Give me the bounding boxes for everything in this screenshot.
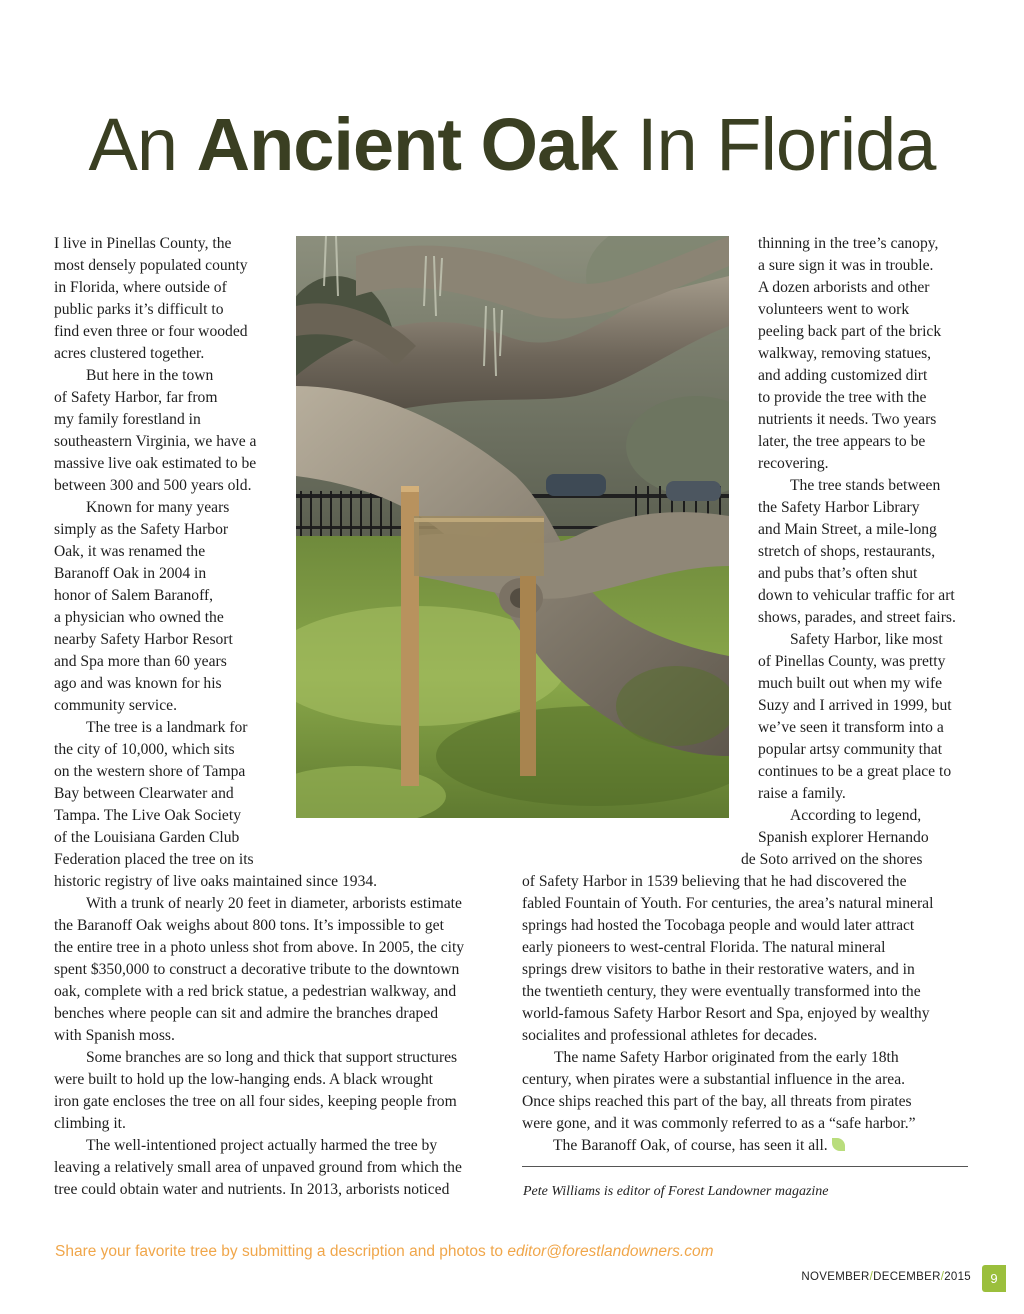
text-line: honor of Salem Baranoff, (54, 587, 214, 604)
text-line: nearby Safety Harbor Resort (54, 631, 233, 648)
issue-separator: / (940, 1271, 945, 1283)
issue-date (801, 1271, 971, 1283)
text-line: Safety Harbor, like most (790, 631, 943, 648)
issue-month-2: DECEMBER (873, 1271, 941, 1283)
article-title (0, 100, 1024, 190)
text-line: leaving a relatively small area of unpaved ground from which the (54, 1159, 462, 1176)
text-line: oak, complete with a red brick statue, a pedestrian walkway, and (54, 983, 457, 1000)
title-pre: An (88, 103, 197, 186)
text-line: southeastern Virginia, we have a (54, 433, 257, 450)
closing-line: The Baranoff Oak, of course, has seen it all. (553, 1137, 828, 1154)
right-column-wrap-line (741, 849, 922, 871)
text-line: But here in the town (86, 367, 214, 384)
text-line: with Spanish moss. (54, 1027, 175, 1044)
oak-tree-photo (296, 236, 729, 818)
text-line: Spanish explorer Hernando (758, 829, 929, 846)
text-line: Known for many years (86, 499, 230, 516)
text-line: popular artsy community that (758, 741, 943, 758)
text-line: the city of 10,000, which sits (54, 741, 235, 758)
right-column-bottom (522, 871, 933, 1135)
text-line: of Pinellas County, was pretty (758, 653, 946, 670)
text-line: later, the tree appears to be (758, 433, 926, 450)
text-line: the Safety Harbor Library (758, 499, 920, 516)
text-line: walkway, removing statues, (758, 345, 932, 362)
text-line: early pioneers to west-central Florida. The natural mineral (522, 939, 886, 956)
text-line: A dozen arborists and other (758, 279, 930, 296)
text-line: Some branches are so long and thick that support structures (86, 1049, 458, 1066)
text-line: and Main Street, a mile-long (758, 521, 937, 538)
text-line: Bay between Clearwater and (54, 785, 234, 802)
text-line: Suzy and I arrived in 1999, but (758, 697, 952, 714)
text-line: Baranoff Oak in 2004 in (54, 565, 207, 582)
text-line: on the western shore of Tampa (54, 763, 246, 780)
closing-line-block (522, 1135, 845, 1157)
text-line: socialites and professional athletes for decades. (522, 1027, 818, 1044)
text-line: volunteers went to work (758, 301, 910, 318)
text-line: my family forestland in (54, 411, 201, 428)
page-number: 9 (982, 1265, 1006, 1292)
text-line: community service. (54, 697, 177, 714)
text-line: the entire tree in a photo unless shot from above. In 2005, the city (54, 939, 465, 956)
title-post: In Florida (617, 103, 936, 186)
issue-month-1: NOVEMBER (801, 1271, 870, 1283)
text-line: of the Louisiana Garden Club (54, 829, 240, 846)
text-line: much built out when my wife (758, 675, 943, 692)
share-callout (55, 1243, 713, 1261)
issue-year: 2015 (944, 1271, 971, 1283)
text-line: The name Safety Harbor originated from the early 18th (554, 1049, 899, 1066)
text-line: According to legend, (790, 807, 922, 824)
text-line: Once ships reached this part of the bay, all threats from pirates (522, 1093, 912, 1110)
text-line: massive live oak estimated to be (54, 455, 257, 472)
text-line: The tree stands between (790, 477, 941, 494)
text-line: a sure sign it was in trouble. (758, 257, 934, 274)
text-line: springs had hosted the Tocobaga people and would later attract (522, 917, 915, 934)
text-line: down to vehicular traffic for art (758, 587, 955, 604)
text-line: shows, parades, and street fairs. (758, 609, 956, 626)
text-line: springs drew visitors to bathe in their restorative waters, and in (522, 961, 915, 978)
text-line: of Safety Harbor in 1539 believing that he had discovered the (522, 873, 907, 890)
text-line: to provide the tree with the (758, 389, 927, 406)
text-line: and pubs that’s often shut (758, 565, 918, 582)
text-line: a physician who owned the (54, 609, 224, 626)
text-line: benches where people can sit and admire the branches draped (54, 1005, 439, 1022)
text-line: fabled Fountain of Youth. For centuries, the area’s natural mineral (522, 895, 934, 912)
text-line: of Safety Harbor, far from (54, 389, 218, 406)
text-line: were built to hold up the low-hanging ends. A black wrought (54, 1071, 433, 1088)
text-line: the twentieth century, they were eventually transformed into the (522, 983, 921, 1000)
text-line: recovering. (758, 455, 829, 472)
text-line: climbing it. (54, 1115, 126, 1132)
text-line: iron gate encloses the tree on all four sides, keeping people from (54, 1093, 457, 1110)
text-line: public parks it’s difficult to (54, 301, 224, 318)
text-line: raise a family. (758, 785, 846, 802)
text-line: in Florida, where outside of (54, 279, 227, 296)
text-line: acres clustered together. (54, 345, 205, 362)
text-line: and Spa more than 60 years (54, 653, 227, 670)
contact-email-link[interactable]: editor@forestlandowners.com (507, 1243, 714, 1260)
text-line: we’ve seen it transform into a (758, 719, 944, 736)
right-column (758, 233, 956, 849)
text-line: ago and was known for his (54, 675, 222, 692)
text-line: Tampa. The Live Oak Society (54, 807, 241, 824)
text-line: de Soto arrived on the shores (741, 851, 923, 868)
text-line: were gone, and it was commonly referred to as a “safe harbor.” (522, 1115, 916, 1132)
text-line: The tree is a landmark for (86, 719, 248, 736)
text-line: With a trunk of nearly 20 feet in diameter, arborists estimate (86, 895, 462, 912)
text-line: find even three or four wooded (54, 323, 248, 340)
byline-divider (522, 1166, 968, 1167)
text-line: spent $350,000 to construct a decorative tribute to the downtown (54, 961, 460, 978)
leaf-end-mark-icon (832, 1138, 845, 1151)
text-line: thinning in the tree’s canopy, (758, 235, 939, 252)
text-line: nutrients it needs. Two years (758, 411, 937, 428)
issue-separator: / (869, 1271, 874, 1283)
text-line: century, when pirates were a substantial influence in the area. (522, 1071, 906, 1088)
text-line: simply as the Safety Harbor (54, 521, 229, 538)
text-line: most densely populated county (54, 257, 248, 274)
text-line: Oak, it was renamed the (54, 543, 206, 560)
text-line: historic registry of live oaks maintained since 1934. (54, 873, 378, 890)
text-line: The well-intentioned project actually harmed the tree by (86, 1137, 438, 1154)
text-line: world-famous Safety Harbor Resort and Spa, enjoyed by wealthy (522, 1005, 930, 1022)
author-byline: Pete Williams is editor of Forest Landowner magazine (523, 1184, 829, 1199)
text-line: Federation placed the tree on its (54, 851, 254, 868)
text-line: tree could obtain water and nutrients. In 2013, arborists noticed (54, 1181, 450, 1198)
share-text: Share your favorite tree by submitting a description and photos to (55, 1243, 508, 1260)
text-line: the Baranoff Oak weighs about 800 tons. It’s impossible to get (54, 917, 444, 934)
title-bold: Ancient Oak (196, 103, 618, 186)
text-line: stretch of shops, restaurants, (758, 543, 936, 560)
text-line: between 300 and 500 years old. (54, 477, 252, 494)
text-line: I live in Pinellas County, the (54, 235, 232, 252)
text-line: continues to be a great place to (758, 763, 952, 780)
text-line: and adding customized dirt (758, 367, 928, 384)
text-line: peeling back part of the brick (758, 323, 942, 340)
